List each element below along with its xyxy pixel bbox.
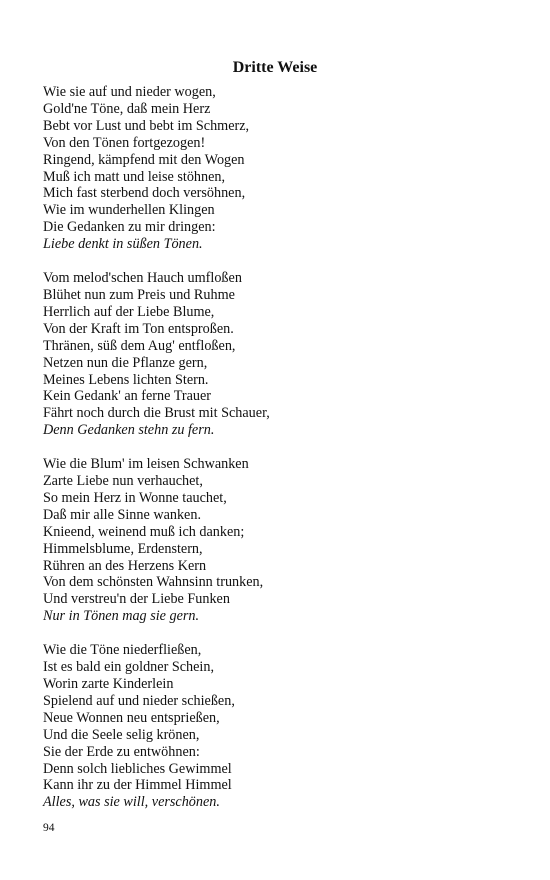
verse-line: Die Gedanken zu mir dringen: <box>43 219 216 236</box>
verse-line: Muß ich matt und leise stöhnen, <box>43 168 226 185</box>
stanza-2 <box>43 270 513 439</box>
refrain-line: Denn Gedanken stehn zu fern. <box>43 422 215 439</box>
stanza-1 <box>43 84 513 253</box>
verse-line: Himmelsblume, Erdenstern, <box>43 540 203 557</box>
verse-line: Daß mir alle Sinne wanken. <box>43 506 201 523</box>
verse-line: Wie die Blum' im leisen Schwanken <box>43 456 249 473</box>
verse-line: Meines Lebens lichten Stern. <box>43 371 209 388</box>
verse-line: Denn solch liebliches Gewimmel <box>43 760 232 777</box>
verse-line: Von der Kraft im Ton entsproßen. <box>43 320 234 337</box>
verse-line: Gold'ne Töne, daß mein Herz <box>43 100 211 117</box>
verse-line: Fährt noch durch die Brust mit Schauer, <box>43 405 270 422</box>
verse-line: Spielend auf und nieder schießen, <box>43 692 235 709</box>
page-number: 94 <box>43 822 55 834</box>
verse-line: Bebt vor Lust und bebt im Schmerz, <box>43 117 250 134</box>
refrain-line: Nur in Tönen mag sie gern. <box>43 608 200 625</box>
stanza-3 <box>43 456 513 625</box>
verse-line: Mich fast sterbend doch versöhnen, <box>43 185 246 202</box>
verse-line: Rühren an des Herzens Kern <box>43 557 207 574</box>
stanza-4 <box>43 642 513 811</box>
verse-line: Von dem schönsten Wahnsinn trunken, <box>43 574 264 591</box>
verse-line: Kein Gedank' an ferne Trauer <box>43 388 212 405</box>
verse-line: So mein Herz in Wonne tauchet, <box>43 489 227 506</box>
verse-line: Zarte Liebe nun verhauchet, <box>43 473 203 490</box>
verse-line: Herrlich auf der Liebe Blume, <box>43 303 215 320</box>
verse-line: Wie die Töne niederfließen, <box>43 642 202 659</box>
verse-line: Wie im wunderhellen Klingen <box>43 202 215 219</box>
verse-line: Und die Seele selig krönen, <box>43 726 200 743</box>
verse-line: Wie sie auf und nieder wogen, <box>43 84 216 100</box>
verse-line: Und verstreu'n der Liebe Funken <box>43 591 230 608</box>
poem-title: Dritte Weise <box>232 59 318 76</box>
verse-line: Worin zarte Kinderlein <box>43 676 174 692</box>
verse-line: Kann ihr zu der Himmel Himmel <box>43 777 232 794</box>
verse-line: Neue Wonnen neu entsprießen, <box>43 709 220 726</box>
poem-body <box>43 84 513 828</box>
verse-line: Thränen, süß dem Aug' entfloßen, <box>43 337 236 354</box>
verse-line: Blühet nun zum Preis und Ruhme <box>43 286 235 303</box>
verse-line: Vom melod'schen Hauch umfloßen <box>43 270 242 287</box>
verse-line: Ringend, kämpfend mit den Wogen <box>43 151 245 168</box>
verse-line: Knieend, weinend muß ich danken; <box>43 523 245 540</box>
verse-line: Sie der Erde zu entwöhnen: <box>43 743 200 760</box>
verse-line: Von den Tönen fortgezogen! <box>43 134 206 151</box>
verse-line: Netzen nun die Pflanze gern, <box>43 354 208 371</box>
verse-line: Ist es bald ein goldner Schein, <box>43 659 214 676</box>
refrain-line: Liebe denkt in süßen Tönen. <box>43 236 203 253</box>
refrain-line: Alles, was sie will, verschönen. <box>43 794 220 811</box>
